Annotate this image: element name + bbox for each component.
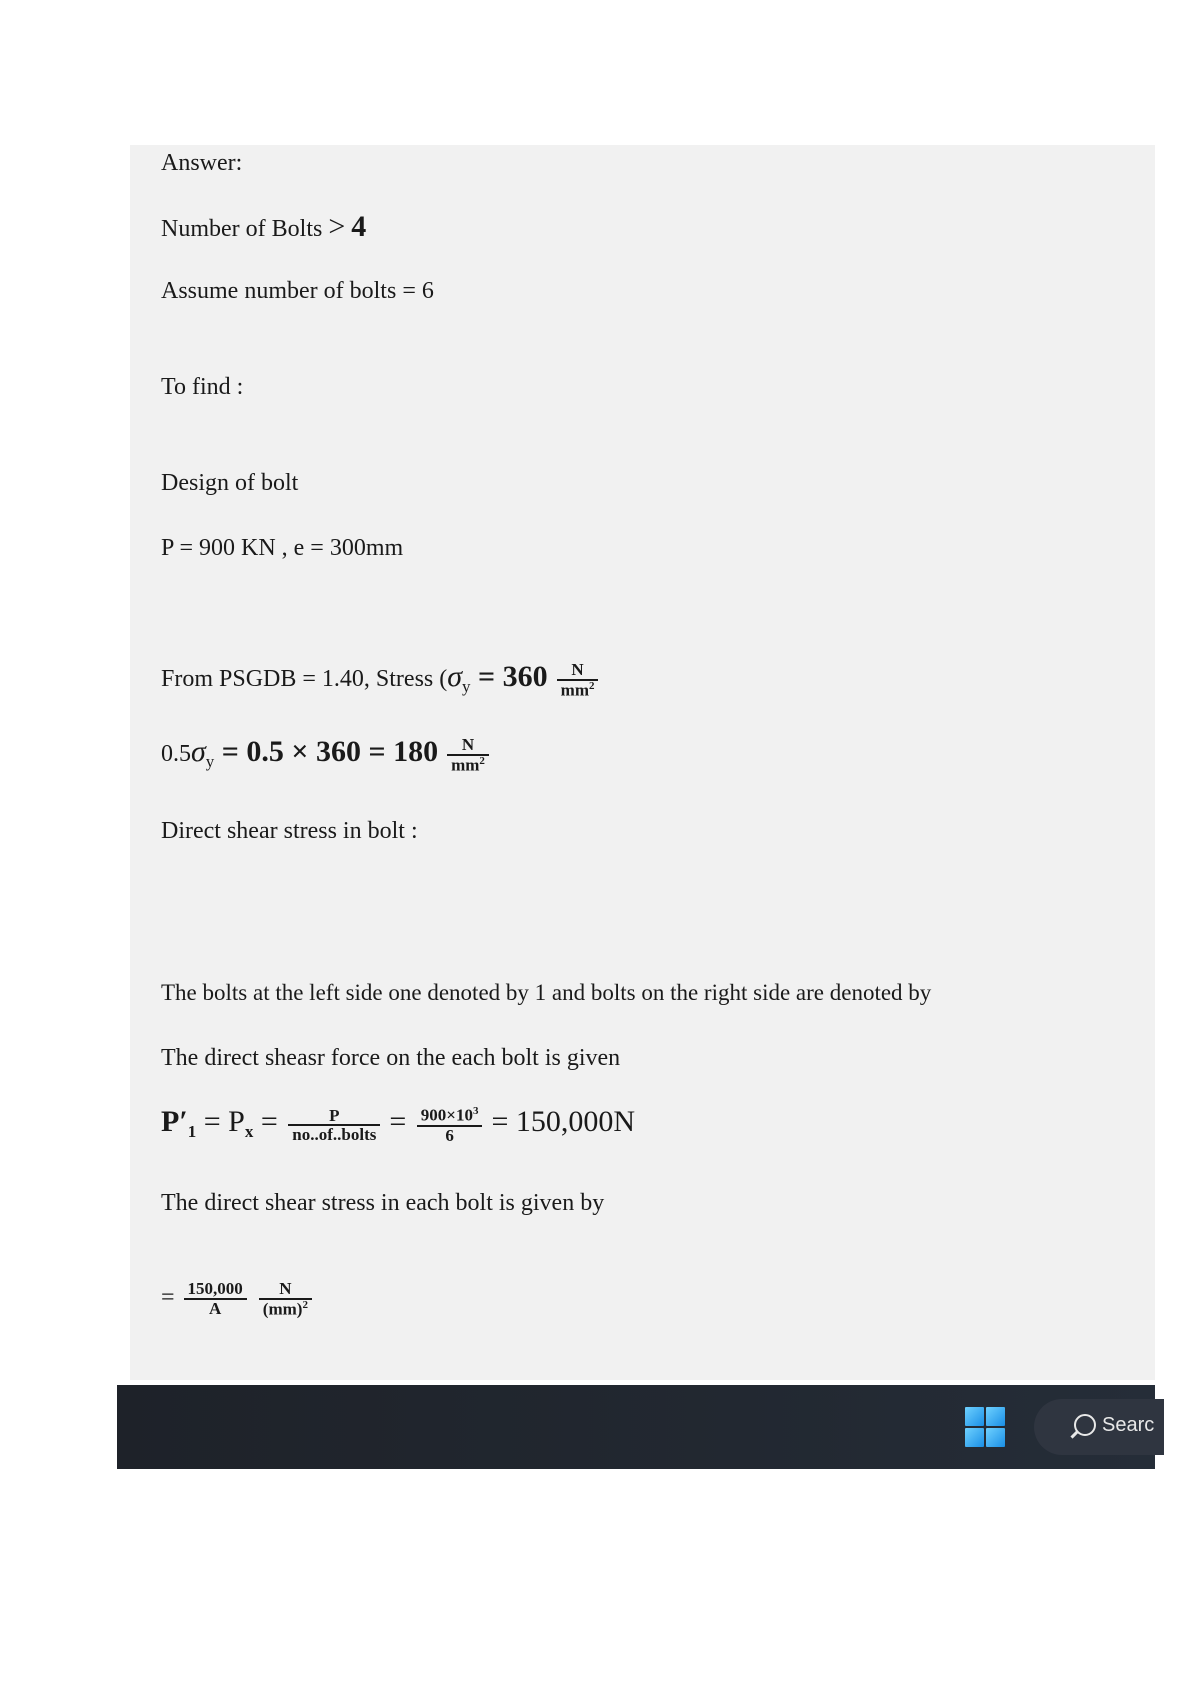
taskbar-search-box[interactable] (1034, 1399, 1164, 1455)
half-stress-unit-fraction (447, 736, 489, 774)
stress-equation (161, 1280, 315, 1318)
eq-px: = P (196, 1105, 245, 1138)
stress-fraction-1-num: 150,000 (184, 1280, 247, 1300)
psgdb-value: = 360 (470, 660, 548, 693)
half-stress-sigma: σ (191, 735, 206, 768)
half-stress-sigma-sub: y (205, 751, 215, 771)
psgdb-unit-den: $mm^2$ (560, 680, 595, 700)
psgdb-sigma-sub: y (462, 676, 471, 696)
bolts-count-line (161, 210, 366, 244)
stress-fraction-2-num: N (259, 1280, 312, 1300)
taskbar (117, 1385, 1155, 1469)
direct-force-line: The direct sheasr force on the each bolt is given (161, 1045, 621, 1071)
given-line: P = 900 KN , e = 300mm (161, 535, 404, 561)
eq-fraction-1 (288, 1107, 380, 1145)
stress-fraction-2 (259, 1280, 312, 1318)
search-label: Searc (1102, 1414, 1155, 1436)
bolts-count-label: Number of Bolts (161, 216, 323, 242)
stress-fraction-1 (184, 1280, 247, 1318)
eq-result: = 150,000N (491, 1105, 636, 1138)
stress-fraction-2-den: (mm)$^2$ (262, 1298, 308, 1319)
eq-fraction-2-den: 6 (445, 1125, 454, 1145)
eq-equals-1: = (253, 1105, 286, 1138)
eq-p1-sub: 1 (187, 1121, 197, 1141)
stress-equals: = (161, 1284, 175, 1311)
search-icon (1074, 1414, 1096, 1436)
eq-fraction-2 (417, 1106, 483, 1144)
eq-fraction-1-num: P (288, 1107, 380, 1127)
psgdb-text: From PSGDB = 1.40, Stress ( (161, 666, 448, 692)
eq-equals-2: = (389, 1105, 414, 1138)
eq-fraction-1-den: no..of..bolts (292, 1125, 377, 1145)
design-line: Design of bolt (161, 470, 299, 496)
to-find-line: To find : (161, 374, 244, 400)
eq-fraction-2-num: $900\times 10^3$ (417, 1106, 483, 1127)
eq-p1: P (161, 1105, 180, 1138)
half-stress-prefix: 0.5 (161, 741, 191, 767)
assume-line: Assume number of bolts = 6 (161, 278, 434, 304)
half-stress-line (161, 735, 492, 775)
psgdb-unit-fraction (557, 661, 599, 699)
psgdb-line (161, 660, 601, 700)
half-stress-unit-num: N (447, 736, 489, 756)
stress-fraction-1-den: A (209, 1299, 222, 1319)
eq-px-sub: x (244, 1121, 254, 1141)
psgdb-unit-num: N (557, 661, 599, 681)
direct-shear-title: Direct shear stress in bolt : (161, 818, 418, 844)
answer-heading: Answer: (161, 150, 243, 176)
stress-given-line: The direct shear stress in each bolt is given by (161, 1190, 605, 1216)
bolts-sides-line: The bolts at the left side one denoted by 1 and bolts on the right side are denoted by (161, 980, 932, 1005)
bolts-count-value: 4 (351, 210, 367, 243)
psgdb-sigma: σ (447, 660, 463, 693)
bolts-count-operator: > (328, 210, 346, 243)
direct-force-equation: $P'_1 = P_x$ = $\frac{P}{\text{no..of..bolts}}$ = $\frac{900\times 10^3}{6}$ = 150,000N (161, 1105, 636, 1145)
half-stress-unit-den: $mm^2$ (451, 755, 485, 775)
windows-logo-icon[interactable] (965, 1407, 1005, 1447)
half-stress-equation: = 0.5 × 360 = 180 (214, 735, 439, 768)
